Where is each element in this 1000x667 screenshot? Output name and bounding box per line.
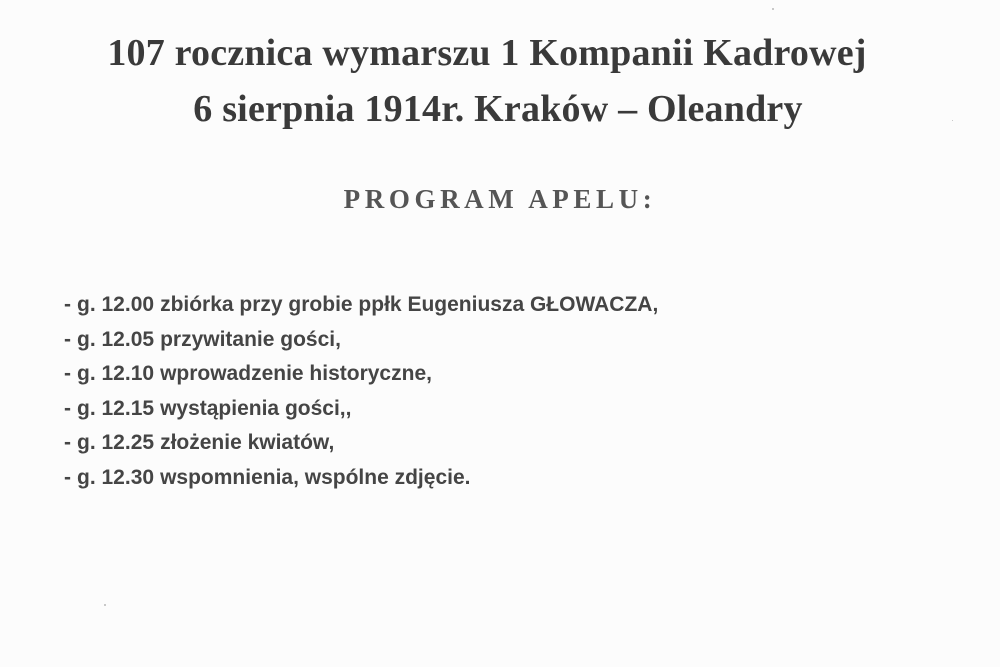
program-item: [64, 357, 658, 392]
scan-speck: [772, 8, 774, 10]
program-item-time: g. 12.05: [77, 327, 155, 351]
program-item-text: wystąpienia gości,,: [160, 396, 352, 420]
scan-speck: [952, 120, 953, 121]
program-item-text: wprowadzenie historyczne,: [160, 362, 432, 385]
list-dash: -: [64, 465, 71, 489]
program-item-time: g. 12.25: [77, 431, 155, 454]
program-item-text: złożenie kwiatów,: [160, 431, 335, 454]
program-item-time: g. 12.00: [77, 293, 155, 316]
program-item: [64, 392, 658, 427]
program-item: [64, 426, 658, 461]
document-title-line-1: 107 rocznica wymarszu 1 Kompanii Kadrowej: [107, 32, 867, 74]
program-list: [64, 288, 658, 495]
list-dash: -: [64, 362, 71, 385]
list-dash: -: [64, 327, 71, 351]
program-item: [64, 288, 658, 323]
program-item: [64, 461, 658, 496]
program-item-text: zbiórka przy grobie ppłk Eugeniusza GŁOWACZA,: [160, 293, 659, 316]
program-item-time: g. 12.10: [77, 362, 155, 385]
list-dash: -: [64, 396, 71, 420]
document-title-line-2: 6 sierpnia 1914r. Kraków – Oleandry: [193, 88, 803, 130]
program-item: [64, 323, 658, 358]
program-item-time: g. 12.15: [77, 396, 155, 420]
list-dash: -: [64, 431, 71, 454]
program-item-time: g. 12.30: [77, 465, 155, 489]
list-dash: -: [64, 293, 71, 316]
program-heading: PROGRAM APELU:: [343, 184, 657, 214]
program-item-text: wspomnienia, wspólne zdjęcie.: [160, 465, 471, 489]
scan-speck: [104, 604, 106, 606]
program-item-text: przywitanie gości,: [160, 327, 341, 351]
